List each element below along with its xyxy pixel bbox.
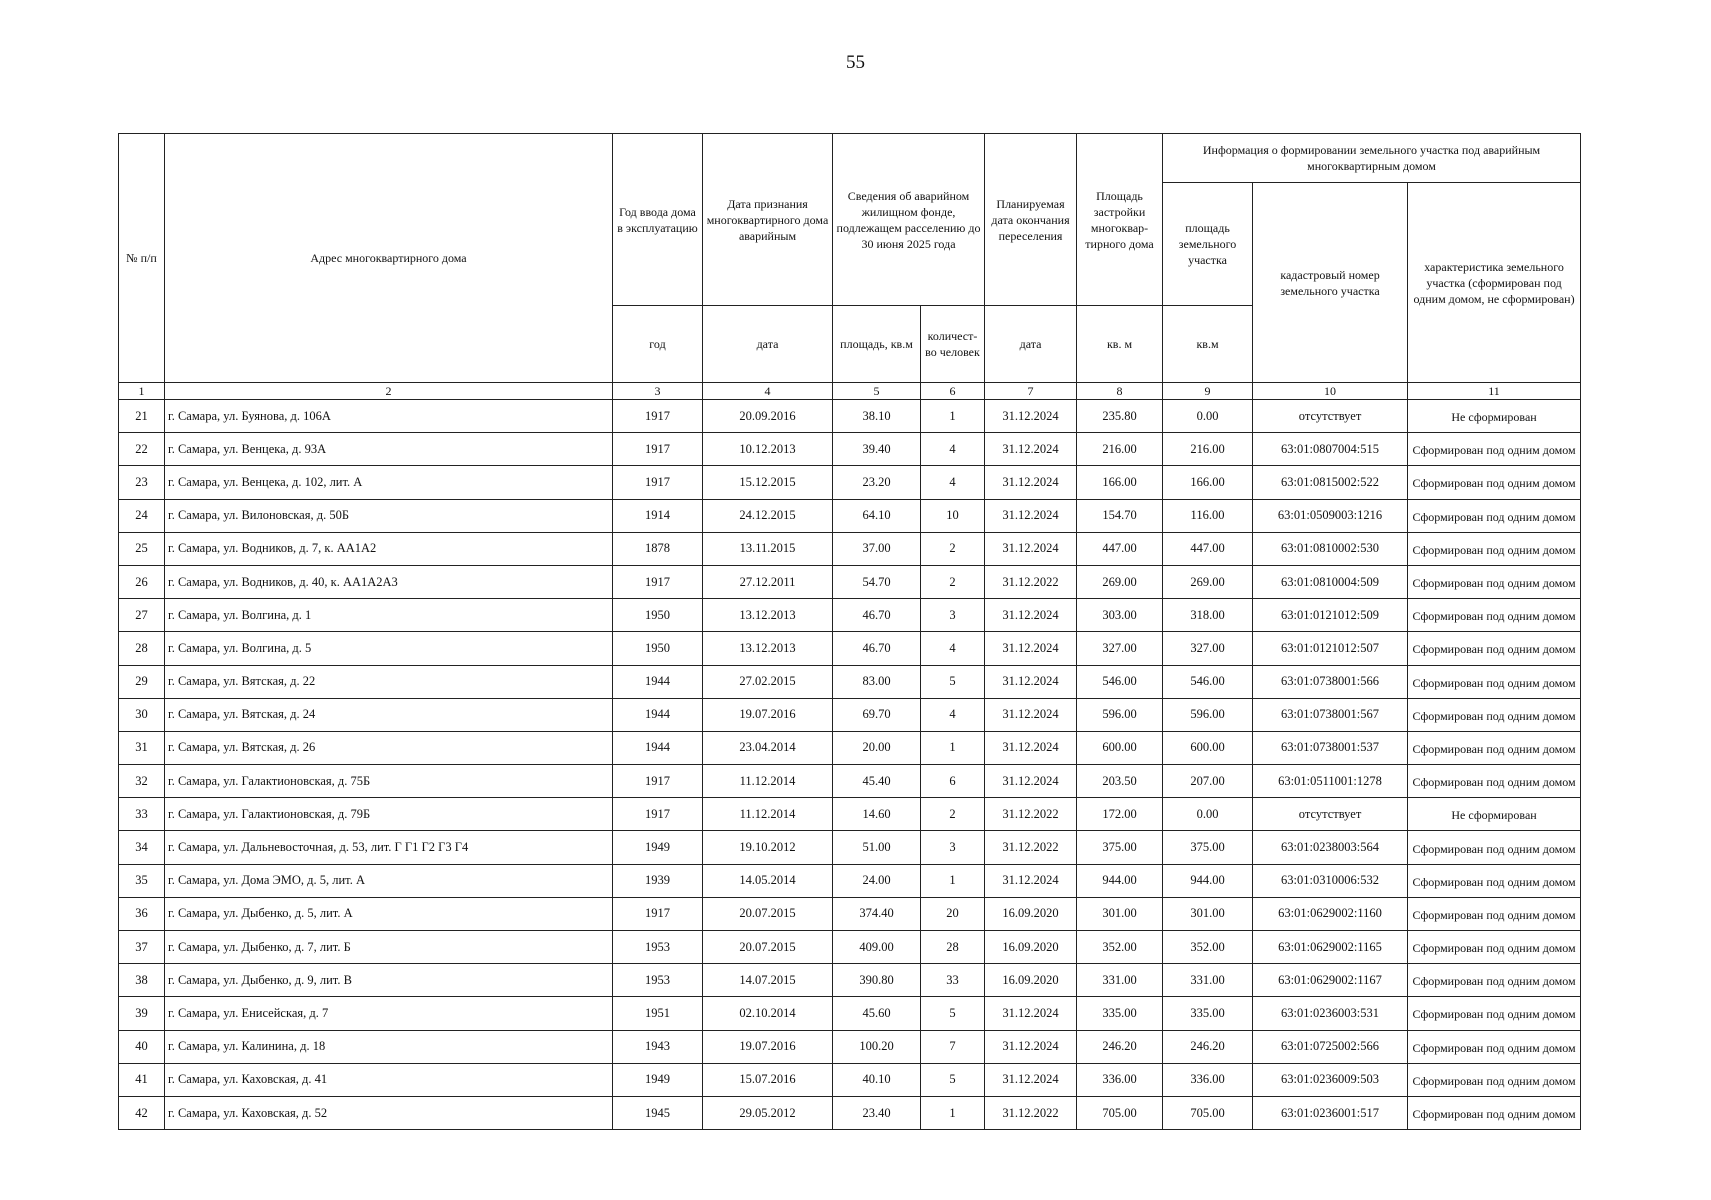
land-area-cell: 331.00 [1163,964,1253,997]
header-land-char: характеристика земельного участка (сформирован под одним домом, не сформирован) [1408,183,1581,383]
recognized-date-cell: 11.12.2014 [703,798,833,831]
year-cell: 1944 [613,665,703,698]
land-characteristic-cell: Сформирован под одним домом [1408,731,1581,764]
year-cell: 1917 [613,433,703,466]
table-body [119,400,1581,1130]
address-cell: г. Самара, ул. Дыбенко, д. 9, лит. В [165,964,613,997]
recognized-date-cell: 13.11.2015 [703,532,833,565]
land-area-cell: 318.00 [1163,599,1253,632]
cadastral-number-cell: 63:01:0738001:537 [1253,731,1408,764]
planned-date-cell: 16.09.2020 [985,964,1077,997]
address-cell: г. Самара, ул. Калинина, д. 18 [165,1030,613,1063]
area-cell: 390.80 [833,964,921,997]
land-characteristic-cell: Сформирован под одним домом [1408,931,1581,964]
row-number-cell: 39 [119,997,165,1030]
address-cell: г. Самара, ул. Вятская, д. 24 [165,698,613,731]
address-cell: г. Самара, ул. Волгина, д. 5 [165,632,613,665]
address-cell: г. Самара, ул. Водников, д. 40, к. АА1А2А3 [165,565,613,598]
year-cell: 1917 [613,765,703,798]
address-cell: г. Самара, ул. Енисейская, д. 7 [165,997,613,1030]
recognized-date-cell: 23.04.2014 [703,731,833,764]
column-number: 7 [985,383,1077,400]
planned-date-cell: 31.12.2022 [985,831,1077,864]
land-area-cell: 944.00 [1163,864,1253,897]
area-cell: 40.10 [833,1063,921,1096]
row-number-cell: 35 [119,864,165,897]
building-area-cell: 336.00 [1077,1063,1163,1096]
table-row [119,765,1581,798]
area-cell: 39.40 [833,433,921,466]
table-row [119,964,1581,997]
planned-date-cell: 31.12.2024 [985,466,1077,499]
people-count-cell: 3 [921,599,985,632]
land-area-cell: 546.00 [1163,665,1253,698]
table-row [119,897,1581,930]
year-cell: 1939 [613,864,703,897]
year-cell: 1949 [613,831,703,864]
people-count-cell: 33 [921,964,985,997]
table-row [119,798,1581,831]
year-cell: 1949 [613,1063,703,1096]
land-area-cell: 335.00 [1163,997,1253,1030]
land-area-cell: 166.00 [1163,466,1253,499]
address-cell: г. Самара, ул. Дыбенко, д. 5, лит. А [165,897,613,930]
people-count-cell: 5 [921,1063,985,1096]
header-info-fund: Сведения об аварийном жилищном фонде, подлежащем расселению до 30 июня 2025 года [833,134,985,306]
table-row [119,466,1581,499]
recognized-date-cell: 02.10.2014 [703,997,833,1030]
people-count-cell: 3 [921,831,985,864]
land-area-cell: 447.00 [1163,532,1253,565]
recognized-date-cell: 24.12.2015 [703,499,833,532]
land-area-cell: 116.00 [1163,499,1253,532]
year-cell: 1944 [613,698,703,731]
people-count-cell: 2 [921,798,985,831]
address-cell: г. Самара, ул. Каховская, д. 52 [165,1096,613,1129]
land-characteristic-cell: Сформирован под одним домом [1408,997,1581,1030]
table-row [119,565,1581,598]
area-cell: 37.00 [833,532,921,565]
table-row [119,665,1581,698]
address-cell: г. Самара, ул. Вятская, д. 26 [165,731,613,764]
header-cadastral: кадастровый номер земельного участка [1253,183,1408,383]
recognized-date-cell: 11.12.2014 [703,765,833,798]
people-count-cell: 1 [921,400,985,433]
land-characteristic-cell: Сформирован под одним домом [1408,1030,1581,1063]
row-number-cell: 24 [119,499,165,532]
people-count-cell: 7 [921,1030,985,1063]
building-area-cell: 375.00 [1077,831,1163,864]
table-row [119,632,1581,665]
building-area-cell: 246.20 [1077,1030,1163,1063]
area-cell: 24.00 [833,864,921,897]
people-count-cell: 1 [921,1096,985,1129]
table-row [119,532,1581,565]
row-number-cell: 37 [119,931,165,964]
column-number-row [119,383,1581,400]
recognized-date-cell: 10.12.2013 [703,433,833,466]
people-count-cell: 5 [921,665,985,698]
area-cell: 45.60 [833,997,921,1030]
address-cell: г. Самара, ул. Дома ЭМО, д. 5, лит. А [165,864,613,897]
cadastral-number-cell: 63:01:0738001:566 [1253,665,1408,698]
people-count-cell: 20 [921,897,985,930]
address-cell: г. Самара, ул. Дальневосточная, д. 53, лит. Г Г1 Г2 Г3 Г4 [165,831,613,864]
cadastral-number-cell: 63:01:0629002:1167 [1253,964,1408,997]
land-characteristic-cell: Сформирован под одним домом [1408,665,1581,698]
planned-date-cell: 16.09.2020 [985,897,1077,930]
building-area-cell: 705.00 [1077,1096,1163,1129]
column-number: 11 [1408,383,1581,400]
address-cell: г. Самара, ул. Волгина, д. 1 [165,599,613,632]
header-land-area: площадь земельного участка [1163,183,1253,306]
land-characteristic-cell: Сформирован под одним домом [1408,599,1581,632]
area-cell: 20.00 [833,731,921,764]
land-characteristic-cell: Сформирован под одним домом [1408,1063,1581,1096]
building-area-cell: 546.00 [1077,665,1163,698]
building-area-cell: 327.00 [1077,632,1163,665]
cadastral-number-cell: 63:01:0725002:566 [1253,1030,1408,1063]
people-count-cell: 6 [921,765,985,798]
cadastral-number-cell: 63:01:0121012:507 [1253,632,1408,665]
row-number-cell: 26 [119,565,165,598]
building-area-cell: 235.80 [1077,400,1163,433]
people-count-cell: 4 [921,466,985,499]
building-area-cell: 335.00 [1077,997,1163,1030]
cadastral-number-cell: 63:01:0238003:564 [1253,831,1408,864]
people-count-cell: 4 [921,433,985,466]
row-number-cell: 32 [119,765,165,798]
row-number-cell: 36 [119,897,165,930]
row-number-cell: 25 [119,532,165,565]
header-date-recognized: Дата признания многоквартирного дома аварийным [703,134,833,306]
recognized-date-cell: 27.02.2015 [703,665,833,698]
cadastral-number-cell: 63:01:0236001:517 [1253,1096,1408,1129]
cadastral-number-cell: 63:01:0509003:1216 [1253,499,1408,532]
land-area-cell: 301.00 [1163,897,1253,930]
header-num: № п/п [119,134,165,383]
table-row [119,831,1581,864]
unit-area: площадь, кв.м [833,306,921,383]
year-cell: 1945 [613,1096,703,1129]
cadastral-number-cell: 63:01:0236003:531 [1253,997,1408,1030]
year-cell: 1953 [613,931,703,964]
building-area-cell: 352.00 [1077,931,1163,964]
cadastral-number-cell: 63:01:0310006:532 [1253,864,1408,897]
planned-date-cell: 31.12.2022 [985,1096,1077,1129]
building-area-cell: 154.70 [1077,499,1163,532]
unit-people: количест-во человек [921,306,985,383]
area-cell: 46.70 [833,632,921,665]
building-area-cell: 596.00 [1077,698,1163,731]
unit-planned-date: дата [985,306,1077,383]
header-year: Год ввода дома в эксплуатацию [613,134,703,306]
recognized-date-cell: 13.12.2013 [703,632,833,665]
year-cell: 1944 [613,731,703,764]
building-area-cell: 203.50 [1077,765,1163,798]
year-cell: 1917 [613,565,703,598]
year-cell: 1917 [613,400,703,433]
table-row [119,864,1581,897]
people-count-cell: 4 [921,632,985,665]
row-number-cell: 30 [119,698,165,731]
planned-date-cell: 31.12.2024 [985,1063,1077,1096]
header-building-area: Площадь застройки многоквар-тирного дома [1077,134,1163,306]
land-characteristic-cell: Сформирован под одним домом [1408,897,1581,930]
people-count-cell: 1 [921,731,985,764]
recognized-date-cell: 20.07.2015 [703,897,833,930]
land-characteristic-cell: Сформирован под одним домом [1408,698,1581,731]
planned-date-cell: 31.12.2024 [985,765,1077,798]
cadastral-number-cell: 63:01:0629002:1165 [1253,931,1408,964]
row-number-cell: 38 [119,964,165,997]
people-count-cell: 10 [921,499,985,532]
planned-date-cell: 31.12.2024 [985,731,1077,764]
land-characteristic-cell: Сформирован под одним домом [1408,532,1581,565]
land-characteristic-cell: Не сформирован [1408,798,1581,831]
area-cell: 374.40 [833,897,921,930]
row-number-cell: 22 [119,433,165,466]
header-land-group: Информация о формировании земельного участка под аварийным многоквартирным домом [1163,134,1581,183]
land-area-cell: 216.00 [1163,433,1253,466]
unit-building-area: кв. м [1077,306,1163,383]
land-area-cell: 207.00 [1163,765,1253,798]
year-cell: 1943 [613,1030,703,1063]
recognized-date-cell: 19.10.2012 [703,831,833,864]
land-area-cell: 336.00 [1163,1063,1253,1096]
cadastral-number-cell: отсутствует [1253,798,1408,831]
area-cell: 83.00 [833,665,921,698]
address-cell: г. Самара, ул. Венцека, д. 102, лит. А [165,466,613,499]
land-area-cell: 246.20 [1163,1030,1253,1063]
table-row [119,731,1581,764]
cadastral-number-cell: 63:01:0629002:1160 [1253,897,1408,930]
year-cell: 1878 [613,532,703,565]
planned-date-cell: 31.12.2024 [985,499,1077,532]
planned-date-cell: 31.12.2024 [985,632,1077,665]
table-row [119,1063,1581,1096]
address-cell: г. Самара, ул. Галактионовская, д. 79Б [165,798,613,831]
land-area-cell: 375.00 [1163,831,1253,864]
column-number: 3 [613,383,703,400]
planned-date-cell: 31.12.2024 [985,532,1077,565]
table-row [119,400,1581,433]
recognized-date-cell: 13.12.2013 [703,599,833,632]
column-number: 10 [1253,383,1408,400]
row-number-cell: 40 [119,1030,165,1063]
building-area-cell: 447.00 [1077,532,1163,565]
land-area-cell: 327.00 [1163,632,1253,665]
page-number: 55 [846,52,865,73]
recognized-date-cell: 20.09.2016 [703,400,833,433]
people-count-cell: 2 [921,565,985,598]
building-area-cell: 303.00 [1077,599,1163,632]
recognized-date-cell: 15.07.2016 [703,1063,833,1096]
people-count-cell: 28 [921,931,985,964]
land-characteristic-cell: Сформирован под одним домом [1408,964,1581,997]
planned-date-cell: 31.12.2022 [985,565,1077,598]
planned-date-cell: 31.12.2024 [985,400,1077,433]
address-cell: г. Самара, ул. Каховская, д. 41 [165,1063,613,1096]
area-cell: 69.70 [833,698,921,731]
cadastral-number-cell: 63:01:0738001:567 [1253,698,1408,731]
cadastral-number-cell: 63:01:0815002:522 [1253,466,1408,499]
row-number-cell: 28 [119,632,165,665]
column-number: 6 [921,383,985,400]
land-characteristic-cell: Сформирован под одним домом [1408,632,1581,665]
table-row [119,599,1581,632]
table-row [119,1030,1581,1063]
emergency-housing-table [118,133,1581,1130]
address-cell: г. Самара, ул. Водников, д. 7, к. АА1А2 [165,532,613,565]
unit-year: год [613,306,703,383]
cadastral-number-cell: 63:01:0810004:509 [1253,565,1408,598]
land-characteristic-cell: Сформирован под одним домом [1408,433,1581,466]
planned-date-cell: 31.12.2024 [985,599,1077,632]
planned-date-cell: 31.12.2024 [985,665,1077,698]
row-number-cell: 27 [119,599,165,632]
recognized-date-cell: 27.12.2011 [703,565,833,598]
cadastral-number-cell: отсутствует [1253,400,1408,433]
land-characteristic-cell: Сформирован под одним домом [1408,864,1581,897]
building-area-cell: 216.00 [1077,433,1163,466]
building-area-cell: 301.00 [1077,897,1163,930]
year-cell: 1914 [613,499,703,532]
column-number: 9 [1163,383,1253,400]
planned-date-cell: 31.12.2024 [985,864,1077,897]
table-row [119,997,1581,1030]
column-number: 2 [165,383,613,400]
land-area-cell: 0.00 [1163,400,1253,433]
recognized-date-cell: 20.07.2015 [703,931,833,964]
area-cell: 46.70 [833,599,921,632]
table-row [119,433,1581,466]
recognized-date-cell: 14.05.2014 [703,864,833,897]
year-cell: 1950 [613,632,703,665]
row-number-cell: 33 [119,798,165,831]
recognized-date-cell: 14.07.2015 [703,964,833,997]
cadastral-number-cell: 63:01:0807004:515 [1253,433,1408,466]
building-area-cell: 331.00 [1077,964,1163,997]
unit-date: дата [703,306,833,383]
table-header [119,134,1581,400]
planned-date-cell: 31.12.2022 [985,798,1077,831]
land-characteristic-cell: Сформирован под одним домом [1408,765,1581,798]
unit-land-area: кв.м [1163,306,1253,383]
row-number-cell: 41 [119,1063,165,1096]
address-cell: г. Самара, ул. Галактионовская, д. 75Б [165,765,613,798]
recognized-date-cell: 15.12.2015 [703,466,833,499]
row-number-cell: 23 [119,466,165,499]
year-cell: 1950 [613,599,703,632]
building-area-cell: 269.00 [1077,565,1163,598]
area-cell: 64.10 [833,499,921,532]
planned-date-cell: 16.09.2020 [985,931,1077,964]
planned-date-cell: 31.12.2024 [985,698,1077,731]
address-cell: г. Самара, ул. Буянова, д. 106А [165,400,613,433]
row-number-cell: 34 [119,831,165,864]
building-area-cell: 600.00 [1077,731,1163,764]
land-area-cell: 0.00 [1163,798,1253,831]
land-area-cell: 596.00 [1163,698,1253,731]
table-row [119,1096,1581,1129]
table-row [119,698,1581,731]
planned-date-cell: 31.12.2024 [985,1030,1077,1063]
year-cell: 1917 [613,798,703,831]
column-number: 8 [1077,383,1163,400]
column-number: 1 [119,383,165,400]
row-number-cell: 42 [119,1096,165,1129]
area-cell: 38.10 [833,400,921,433]
year-cell: 1917 [613,897,703,930]
land-characteristic-cell: Не сформирован [1408,400,1581,433]
header-address: Адрес многоквартирного дома [165,134,613,383]
address-cell: г. Самара, ул. Вятская, д. 22 [165,665,613,698]
column-number: 4 [703,383,833,400]
land-characteristic-cell: Сформирован под одним домом [1408,831,1581,864]
cadastral-number-cell: 63:01:0511001:1278 [1253,765,1408,798]
land-area-cell: 352.00 [1163,931,1253,964]
column-number: 5 [833,383,921,400]
recognized-date-cell: 29.05.2012 [703,1096,833,1129]
recognized-date-cell: 19.07.2016 [703,698,833,731]
year-cell: 1953 [613,964,703,997]
land-area-cell: 269.00 [1163,565,1253,598]
cadastral-number-cell: 63:01:0810002:530 [1253,532,1408,565]
area-cell: 54.70 [833,565,921,598]
building-area-cell: 166.00 [1077,466,1163,499]
row-number-cell: 31 [119,731,165,764]
row-number-cell: 29 [119,665,165,698]
cadastral-number-cell: 63:01:0121012:509 [1253,599,1408,632]
year-cell: 1951 [613,997,703,1030]
year-cell: 1917 [613,466,703,499]
cadastral-number-cell: 63:01:0236009:503 [1253,1063,1408,1096]
area-cell: 23.20 [833,466,921,499]
land-characteristic-cell: Сформирован под одним домом [1408,466,1581,499]
recognized-date-cell: 19.07.2016 [703,1030,833,1063]
area-cell: 45.40 [833,765,921,798]
people-count-cell: 2 [921,532,985,565]
address-cell: г. Самара, ул. Венцека, д. 93А [165,433,613,466]
table-row [119,499,1581,532]
row-number-cell: 21 [119,400,165,433]
planned-date-cell: 31.12.2024 [985,997,1077,1030]
building-area-cell: 944.00 [1077,864,1163,897]
people-count-cell: 4 [921,698,985,731]
table-row [119,931,1581,964]
people-count-cell: 5 [921,997,985,1030]
address-cell: г. Самара, ул. Дыбенко, д. 7, лит. Б [165,931,613,964]
people-count-cell: 1 [921,864,985,897]
land-characteristic-cell: Сформирован под одним домом [1408,499,1581,532]
area-cell: 51.00 [833,831,921,864]
area-cell: 100.20 [833,1030,921,1063]
address-cell: г. Самара, ул. Вилоновская, д. 50Б [165,499,613,532]
planned-date-cell: 31.12.2024 [985,433,1077,466]
land-area-cell: 705.00 [1163,1096,1253,1129]
area-cell: 409.00 [833,931,921,964]
building-area-cell: 172.00 [1077,798,1163,831]
land-characteristic-cell: Сформирован под одним домом [1408,565,1581,598]
area-cell: 14.60 [833,798,921,831]
land-characteristic-cell: Сформирован под одним домом [1408,1096,1581,1129]
header-planned-date: Планируемая дата окончания переселения [985,134,1077,306]
land-area-cell: 600.00 [1163,731,1253,764]
area-cell: 23.40 [833,1096,921,1129]
